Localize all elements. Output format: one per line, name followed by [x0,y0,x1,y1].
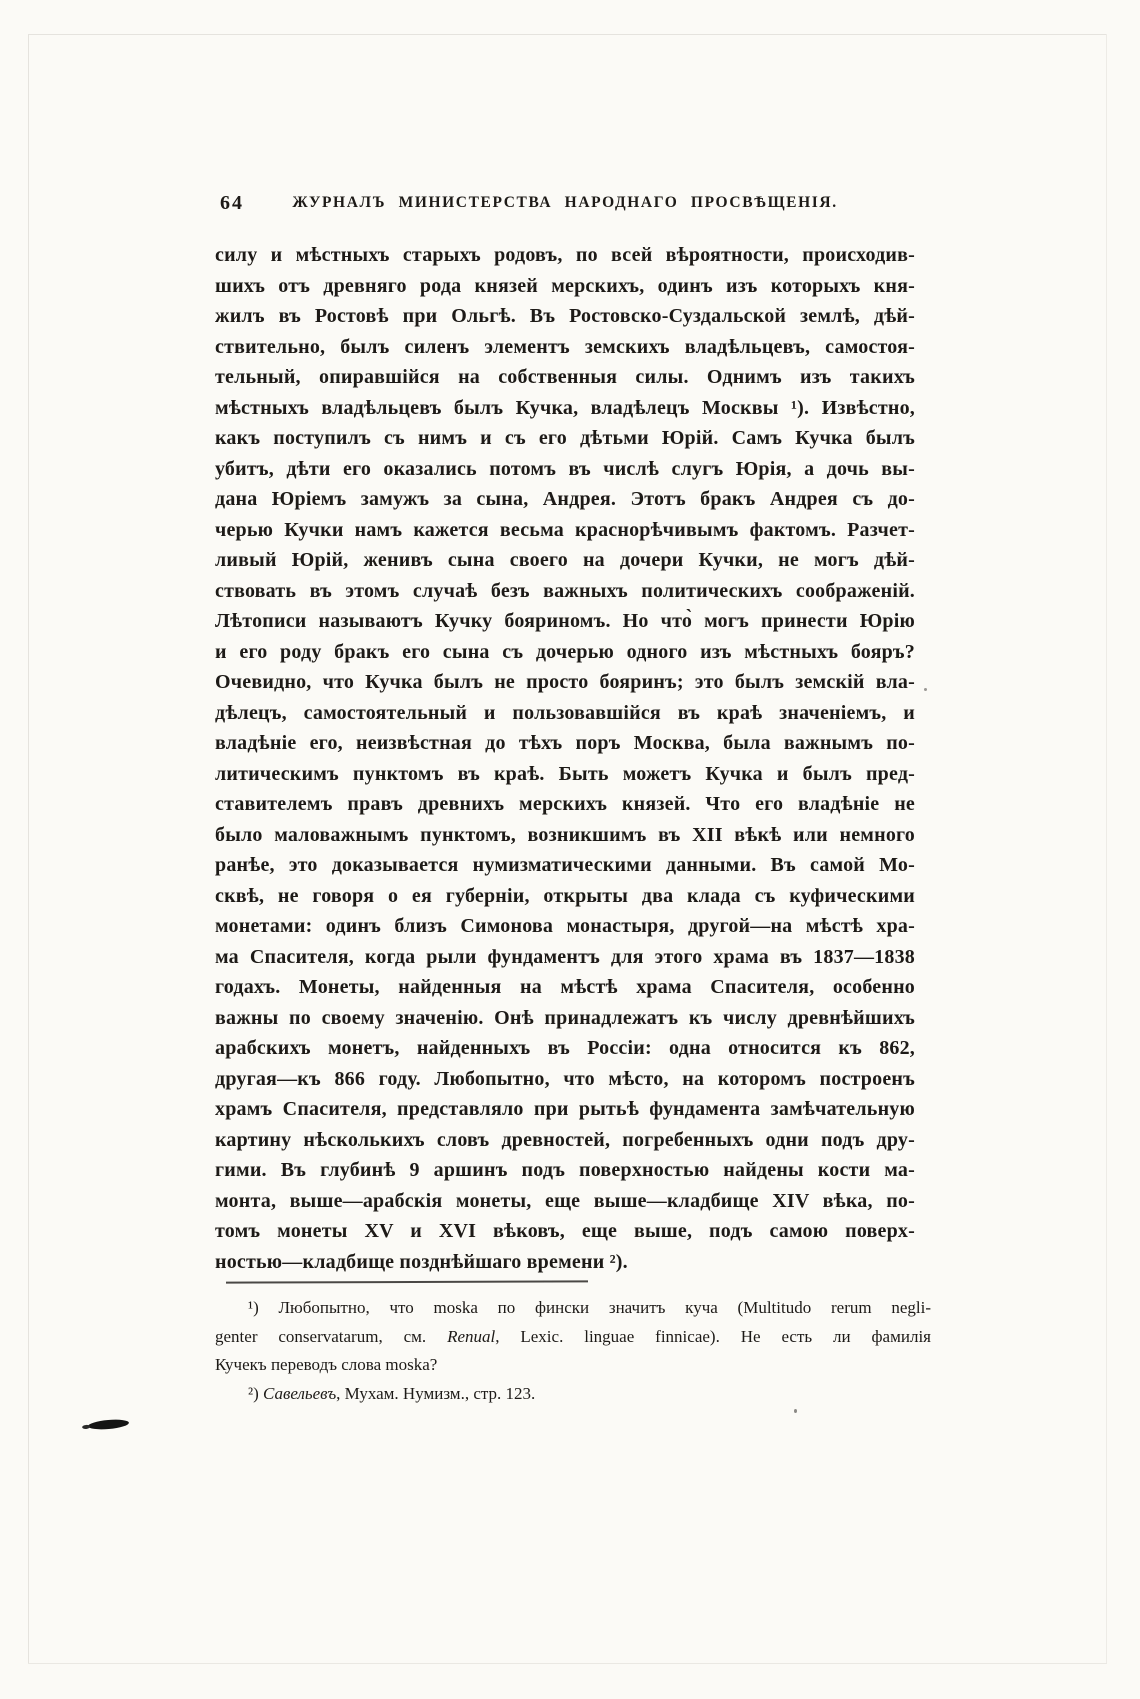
footnote-1-line-3: Кучекъ переводъ слова moska? [215,1355,438,1374]
footnote-text: genter conservatarum, см. [215,1326,448,1346]
footnotes [215,1294,931,1408]
footnote-separator [226,1280,588,1283]
footnote-text: , Lexic. linguae finnicae). Не есть ли фамилія [495,1326,931,1346]
text-line: черью Кучки намъ кажется весьма краснорѣчивымъ фактомъ. Разчет- [215,518,915,541]
text-line: владѣніе его, неизвѣстная до тѣхъ поръ Москва, была важнымъ по- [215,732,915,754]
footnote-1-line-1: ¹) Любопытно, что moska по фински значитъ куча (Multitudo rerum negli- [248,1298,931,1317]
text-line: важны по своему значенію. Онѣ принадлежатъ къ числу древнѣйшихъ [215,1006,915,1029]
text-line: Лѣтописи называютъ Кучку бояриномъ. Но что̀ могъ принести Юрію [215,610,915,632]
text-line: ма Спасителя, когда рыли фундаментъ для этого храма въ 1837—1838 [215,945,915,968]
text-line: ностью—кладбище позднѣйшаго времени ²). [215,1250,628,1273]
text-line: и его роду бракъ его сына съ дочерью одного изъ мѣстныхъ бояръ? [215,640,915,663]
text-line: дѣлецъ, самостоятельный и пользовавшійся въ краѣ значеніемъ, и [215,701,915,724]
text-line: храмъ Спасителя, представляло при рытьѣ фундамента замѣчательную [215,1098,915,1120]
ink-speck [794,1409,797,1413]
footnote-1-line-2 [215,1323,931,1352]
text-line: Очевидно, что Кучка былъ не просто бояринъ; это былъ земскій вла- [215,671,915,693]
footnote-marker: ²) [248,1383,264,1403]
text-line: было маловажнымъ пунктомъ, возникшимъ въ XII вѣкѣ или немного [215,823,915,846]
text-line: томъ монеты XV и XVI вѣковъ, еще выше, подъ самою поверх- [215,1220,915,1242]
footnote-author-italic: Савельевъ [263,1383,337,1403]
text-line: ливый Юрій, женивъ сына своего на дочери Кучки, не могъ дѣй- [215,549,915,571]
text-line: ствительно, былъ силенъ элементъ земскихъ владѣльцевъ, самостоя- [215,335,915,358]
text-line: какъ поступилъ съ нимъ и съ его дѣтьми Юрій. Самъ Кучка былъ [215,427,915,449]
page-header [215,191,915,219]
text-line: литическимъ пунктомъ въ краѣ. Быть можетъ Кучка и былъ пред- [215,762,915,785]
text-line: жилъ въ Ростовѣ при Ольгѣ. Въ Ростовско-Суздальской землѣ, дѣй- [215,305,915,327]
ink-smudge [88,1418,130,1431]
text-line: монта, выше—арабскія монеты, еще выше—кладбище XIV вѣка, по- [215,1189,915,1212]
text-line: годахъ. Монеты, найденныя на мѣстѣ храма Спасителя, особенно [215,976,915,998]
text-line: ранѣе, это доказывается нумизматическими данными. Въ самой Мо- [215,854,915,876]
scan-edge-bottom [28,1663,1107,1664]
ink-speck-small [924,688,927,691]
text-line: шихъ отъ древняго рода князей мерскихъ, одинъ изъ которыхъ кня- [215,274,915,297]
text-line: ставителемъ правъ древнихъ мерскихъ князей. Что его владѣніе не [215,793,915,815]
footnote-text: , Мухам. Нумизм., стр. 123. [336,1383,536,1403]
body-text [215,240,915,1277]
scan-edge-left [28,34,29,1664]
scan-edge-top [28,34,1107,35]
text-line: другая—къ 866 году. Любопытно, что мѣсто, на которомъ построенъ [215,1067,915,1090]
page-number: 64 [220,192,244,214]
text-line: ствовать въ этомъ случаѣ безъ важныхъ политическихъ соображеній. [215,579,915,602]
footnote-2 [215,1380,931,1409]
text-line: силу и мѣстныхъ старыхъ родовъ, по всей вѣроятности, происходив- [215,244,915,266]
text-line: тельный, опиравшійся на собственныя силы. Однимъ изъ такихъ [215,366,915,388]
text-line: арабскихъ монетъ, найденныхъ въ Россіи: одна относится къ 862, [215,1037,915,1059]
footnote-source-italic: Renual [447,1326,496,1346]
text-line: дана Юріемъ замужъ за сына, Андрея. Этотъ бракъ Андрея съ до- [215,488,915,510]
text-line: монетами: одинъ близъ Симонова монастыря, другой—на мѣстѣ хра- [215,915,915,937]
text-line: картину нѣсколькихъ словъ древностей, погребенныхъ одни подъ дру- [215,1128,915,1151]
text-line: мѣстныхъ владѣльцевъ былъ Кучка, владѣлецъ Москвы ¹). Извѣстно, [215,396,915,419]
text-line: гими. Въ глубинѣ 9 аршинъ подъ поверхностью найдены кости ма- [215,1159,915,1181]
text-line: сквѣ, не говоря о ея губерніи, открыты два клада съ куфическими [215,884,915,907]
text-line: убитъ, дѣти его оказались потомъ въ числѣ слугъ Юрія, а дочь вы- [215,457,915,480]
scan-edge-right [1106,34,1107,1664]
running-title: ЖУРНАЛЪ МИНИСТЕРСТВА НАРОДНАГО ПРОСВѢЩЕНІЯ. [292,194,838,211]
